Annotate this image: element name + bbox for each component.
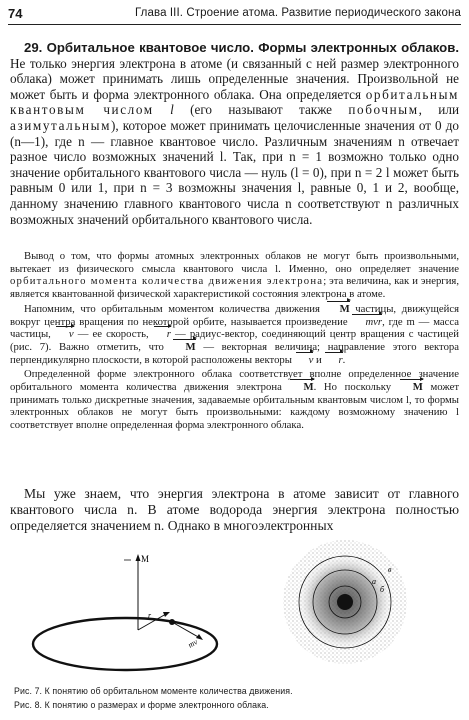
symbol-l: l <box>153 102 174 118</box>
vector-mvr: mvr <box>351 316 382 329</box>
caption-fig-8: Рис. 8. К понятию о размерах и форме электронного облака. <box>14 700 269 710</box>
section-text-1: Не только энергия электрона в атоме (и связанный с ней размер электронного облака) может принимать лишь определенные значения. Произвольной не может быть и форма электронного облака. Она определяется <box>10 55 459 102</box>
page-number: 74 <box>8 5 23 21</box>
section-text-2: (его называют также <box>173 102 349 118</box>
label-b: б <box>380 585 385 594</box>
small-text-2e: — радиус-вектор, соединяющий центр вращения с частицей (рис. 7). Важно отметить, что <box>10 328 459 353</box>
vector-v-2: v <box>295 354 314 367</box>
running-header <box>8 2 461 25</box>
continuation-text: Мы уже знаем, что энергия электрона в атоме зависит от главного квантового числа n. В атоме водорода энергия электрона полностью определяется значением n. Однако в многоэлектронных <box>10 486 459 533</box>
chapter-title: Глава III. Строение атома. Развитие периодического закона <box>135 7 461 19</box>
section-text-3: , или <box>418 102 460 118</box>
section-text-4: ), которое может принимать целочисленные значения от 0 до (n—1), где n — главное квантовое число. Различным значениям n отвечает разное число возможных значений l. Так, при n = 1 возможно только одно значение орбитального квантового числа — нуль (l = 0), при n = 2 l может быть равным 0 или 1, при n = 3 возможны значения l, равные 0, 1 и 2, вообще, данному значению главного квантового числа n соответствуют n различных возможных значений орбитального квантового числа. <box>10 117 459 227</box>
small-text-1a: Вывод о том, что формы атомных электронных облаков не могут быть произвольными, вытекает из физического смысла квантового числа l. Именно, оно определяет значение <box>10 250 459 275</box>
vector-M-2: M <box>172 341 196 354</box>
small-text-2c: , где m — масса частицы, <box>10 315 460 341</box>
section-body <box>10 40 459 227</box>
vector-M: M <box>326 303 350 316</box>
section-title: 29. Орбитальное квантовое число. Формы электронных облаков. <box>24 40 459 55</box>
label-r: r <box>148 611 152 620</box>
small-text-2b: частицы, движущейся вокруг центра вращения по некоторой орбите, называется произведение <box>10 302 459 328</box>
vector-M-4: M <box>399 381 423 394</box>
figure-8 <box>0 540 469 680</box>
term-orbital-momentum: орбитального момента количества движения электрона <box>10 275 324 288</box>
caption-fig-7: Рис. 7. К понятию об орбитальном моменте количества движения. <box>14 686 293 696</box>
small-print-block <box>10 250 459 432</box>
label-c: в <box>388 565 392 574</box>
figures-area <box>0 540 469 680</box>
term-azimuthal: азимутальным <box>10 117 112 133</box>
vector-r-2: r <box>324 354 342 367</box>
small-text-3b: . Но поскольку <box>313 381 399 394</box>
label-mv: mv <box>186 637 200 650</box>
continuation-block <box>10 486 459 534</box>
small-text-2f: — векторная величина; направление этого вектора перпендикулярно плоскости, в которой расположены векторы <box>10 340 460 366</box>
term-secondary: побочным <box>348 102 419 118</box>
small-text-3c: может принимать только дискретные значения, задаваемые орбитальным квантовым числом l, то формы электронных облаков не могут быть произвольными: каждому возможному значению l соответствует вполне определенная форма электронного облака. <box>10 381 459 432</box>
term-orbital-number: орбитальным квантовым числом <box>10 86 459 118</box>
small-paragraph-3 <box>10 368 459 432</box>
label-a: a <box>372 577 376 586</box>
cloud-core <box>337 594 353 610</box>
small-text-1b: ; эта величина, как и энергия, является квантованной физической характеристикой состояния электрона в атоме. <box>10 275 459 301</box>
small-text-2a: Напомним, что орбитальным моментом количества движения <box>24 302 326 315</box>
small-paragraph-2 <box>10 303 459 367</box>
vector-v: v <box>55 328 74 341</box>
small-text-3a: Определенной форме электронного облака соответствует вполне определенное значение орбитального момента количества движения электрона <box>10 368 459 394</box>
vector-r: r <box>153 328 171 341</box>
label-M: M <box>141 554 150 564</box>
small-text-2g: и <box>313 353 325 366</box>
small-text-2h: . <box>342 353 346 366</box>
small-text-2d: — ее скорость, <box>73 328 153 341</box>
small-paragraph-1 <box>10 250 459 301</box>
vector-M-3: M <box>289 381 313 394</box>
